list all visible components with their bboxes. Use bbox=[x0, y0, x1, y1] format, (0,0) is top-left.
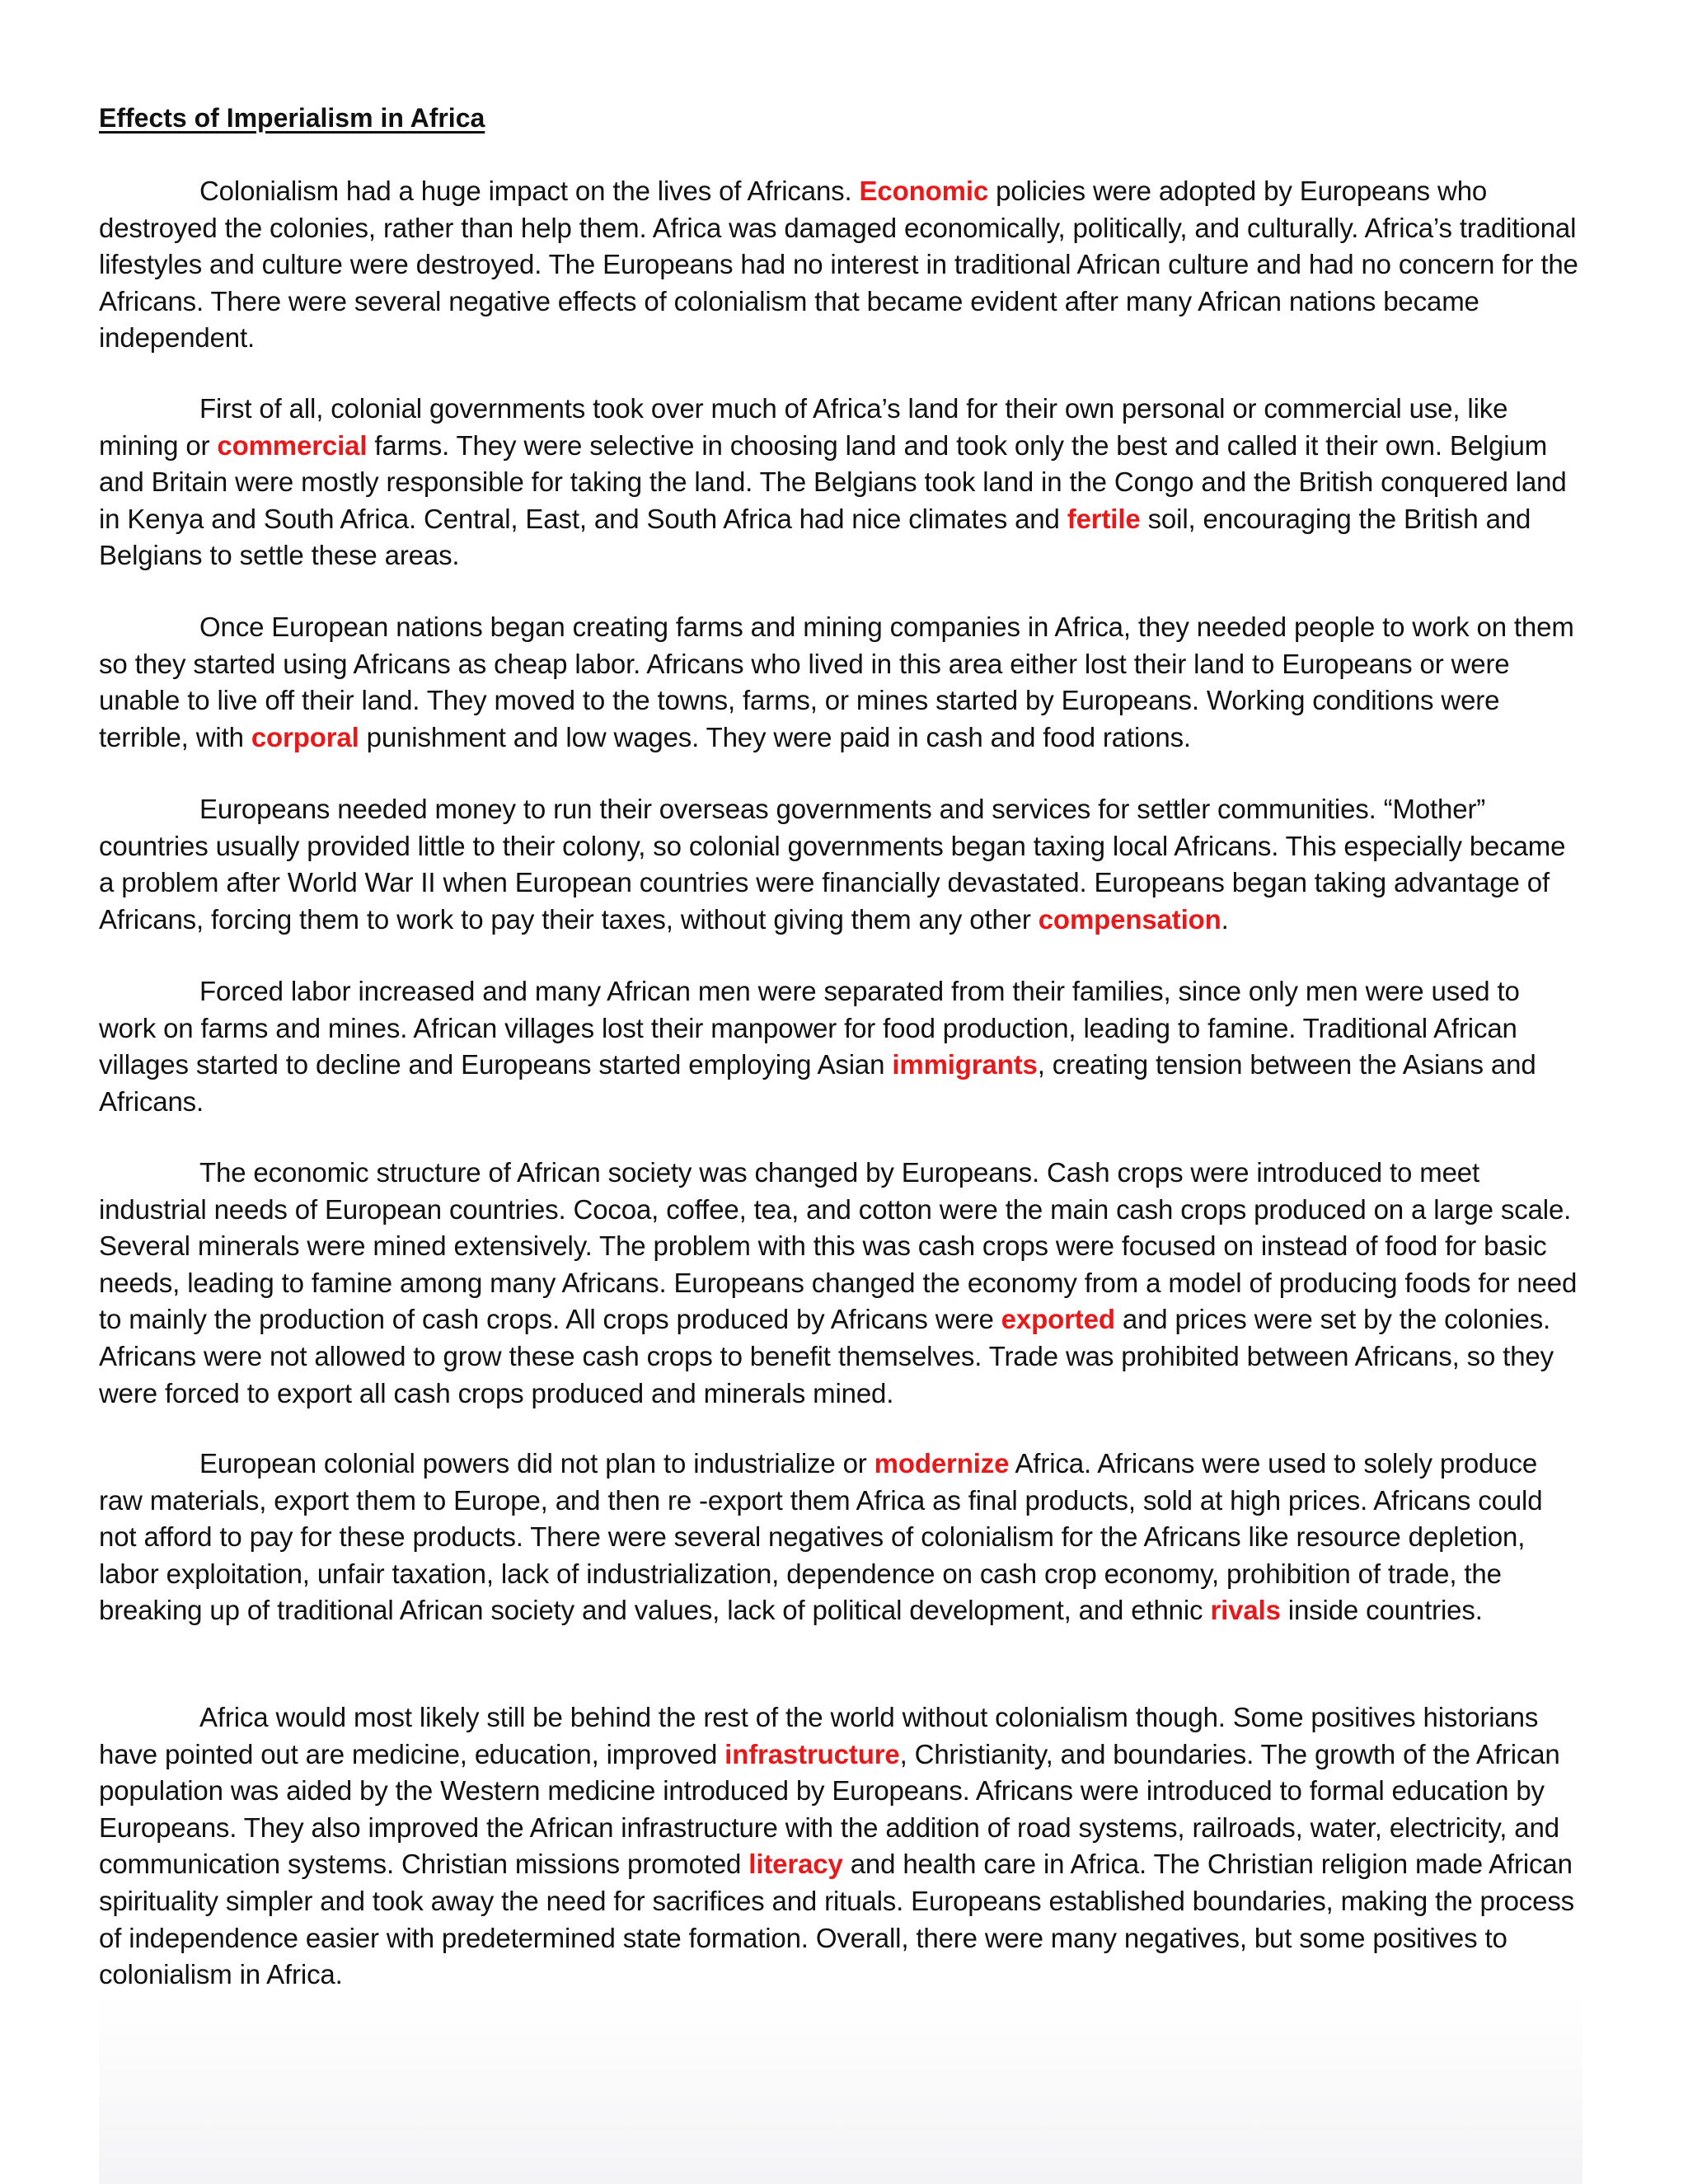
highlighted-term: immigrants bbox=[892, 1049, 1038, 1080]
text-run: Colonialism had a huge impact on the lives of Africans. bbox=[199, 176, 860, 206]
highlighted-term: modernize bbox=[874, 1448, 1010, 1479]
paragraph-1 bbox=[99, 173, 1582, 357]
highlighted-term: commercial bbox=[217, 429, 368, 461]
text-run: . bbox=[1221, 903, 1229, 935]
text-run: and prices were set by the colonies. Africans were not allowed to grow these cash crops to benefit themselves. Trade was prohibited between Africans, so they were forced to export all cash crops produced and minerals mined. bbox=[99, 1304, 1554, 1408]
highlighted-term: exported bbox=[1001, 1304, 1115, 1335]
highlighted-term: fertile bbox=[1067, 503, 1141, 534]
text-run: and health care in Africa. The Christian religion made African spirituality simpler and took away the need for sacrifices and rituals. Europeans established boundaries, making the process of independence easier with predetermined state formation. Overall, there were many negatives, but some positives to colonialism in Africa. bbox=[99, 1849, 1575, 1990]
text-run: policies were adopted by Europeans who destroyed the colonies, rather than help them. Africa was damaged economically, politically, and culturally. Africa’s traditional lifestyles and culture were destroyed. The Europeans had no interest in traditional African culture and had no concern for the Africans. There were several negative effects of colonialism that became evident after many African nations became independent. bbox=[99, 176, 1578, 354]
paragraph-6 bbox=[99, 1155, 1582, 1412]
page-shading bbox=[99, 1994, 1582, 2184]
text-run: The economic structure of African society was changed by Europeans. Cash crops were introduced to meet industrial needs of European countries. Cocoa, coffee, tea, and cotton were the main cash crops produced on a large scale. Several minerals were mined extensively. The problem with this was cash crops were focused on instead of food for basic needs, leading to famine among many Africans. Europeans changed the economy from a model of producing foods for need to mainly the production of cash crops. All crops produced by Africans were bbox=[99, 1157, 1578, 1335]
paragraph-4 bbox=[99, 791, 1582, 938]
highlighted-term: infrastructure bbox=[724, 1738, 900, 1769]
text-run: Forced labor increased and many African men were separated from their families, since only men were used to work on farms and mines. African villages lost their manpower for food production, leading to famine. Traditional African villages started to decline and Europeans started employing Asian bbox=[99, 976, 1520, 1080]
paragraph-5 bbox=[99, 973, 1582, 1120]
text-run: farms. They were selective in choosing land and took only the best and called it their own. Belgium and Britain were mostly responsible for taking the land. The Belgians took land in the Congo and the British conquered land in Kenya and South Africa. Central, East, and South Africa had nice climates and bbox=[99, 429, 1567, 534]
highlighted-term: literacy bbox=[748, 1849, 843, 1880]
document-title: Effects of Imperialism in Africa bbox=[99, 103, 485, 133]
text-run: Africa would most likely still be behind the rest of the world without colonialism though. Some positives historians have pointed out are medicine, education, improved bbox=[99, 1702, 1539, 1769]
text-run: punishment and low wages. They were paid in cash and food rations. bbox=[359, 721, 1191, 752]
text-run: , Christianity, and boundaries. The growth of the African population was aided by the Western medicine introduced by Europeans. Africans were introduced to formal education by Europeans. They also improved the African infrastructure with the addition of road systems, railroads, water, electricity, and communication systems. Christian missions promoted bbox=[99, 1738, 1560, 1880]
text-run: soil, encouraging the British and Belgians to settle these areas. bbox=[99, 503, 1531, 571]
highlighted-term: Economic bbox=[859, 176, 989, 206]
highlighted-term: corporal bbox=[251, 721, 359, 752]
paragraph-3 bbox=[99, 609, 1582, 756]
paragraph-7 bbox=[99, 1446, 1582, 1629]
paragraph-2 bbox=[99, 391, 1582, 574]
text-run: Europeans needed money to run their overseas governments and services for settler communities. “Mother” countries usually provided little to their colony, so colonial governments began taxing local Africans. This especially became a problem after World War II when European countries were financially devastated. Europeans began taking advantage of Africans, forcing them to work to pay their taxes, without giving them any other bbox=[99, 794, 1566, 935]
text-run: European colonial powers did not plan to industrialize or bbox=[199, 1448, 874, 1479]
text-run: Once European nations began creating farms and mining companies in Africa, they needed people to work on them so they started using Africans as cheap labor. Africans who lived in this area either lost their land to Europeans or were unable to live off their land. They moved to the towns, farms, or mines started by Europeans. Working conditions were terrible, with bbox=[99, 612, 1574, 752]
paragraph-8 bbox=[99, 1699, 1582, 1994]
text-run: inside countries. bbox=[1280, 1595, 1483, 1626]
text-run: First of all, colonial governments took over much of Africa’s land for their own personal or commercial use, like mining or bbox=[99, 393, 1508, 461]
text-run: Africa. Africans were used to solely produce raw materials, export them to Europe, and then re -export them Africa as final products, sold at high prices. Africans could not afford to pay for these products. There were several negatives of colonialism for the Africans like resource depletion, labor exploitation, unfair taxation, lack of industrialization, dependence on cash crop economy, prohibition of trade, the breaking up of traditional African society and values, lack of political development, and ethnic bbox=[99, 1448, 1543, 1626]
text-run: , creating tension between the Asians and Africans. bbox=[99, 1049, 1536, 1117]
highlighted-term: compensation bbox=[1038, 903, 1221, 935]
highlighted-term: rivals bbox=[1210, 1595, 1281, 1626]
